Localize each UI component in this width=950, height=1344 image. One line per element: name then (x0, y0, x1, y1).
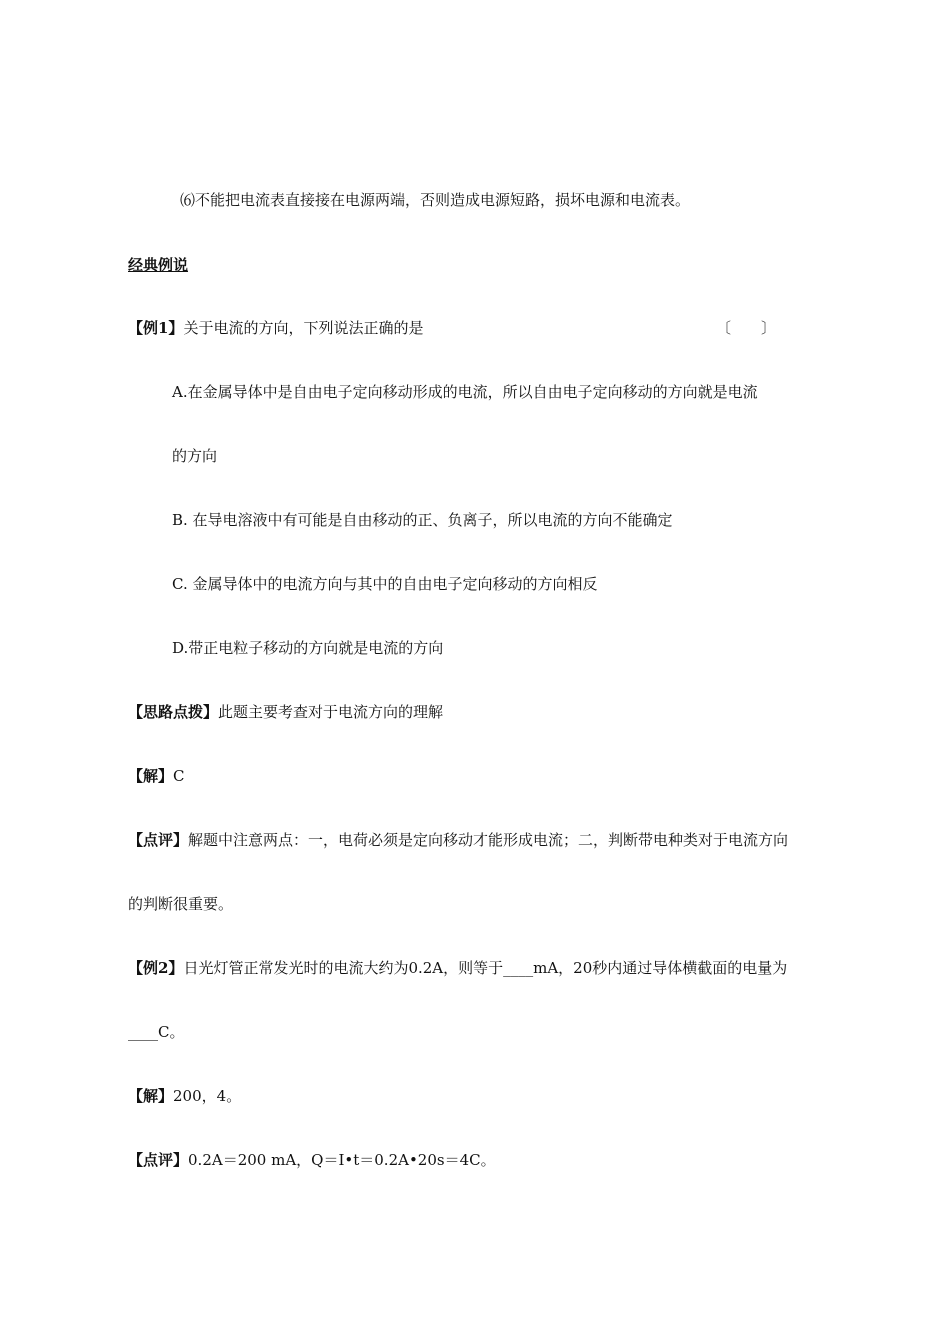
example2-answer-label: 【解】 (128, 1087, 174, 1105)
option-a-line1: A.在金属导体中是自由电子定向移动形成的电流，所以自由电子定向移动的方向就是电流 (172, 383, 758, 401)
example1-comment-line2: 的判断很重要。 (128, 895, 234, 913)
comment-text: 解题中注意两点：一，电荷必须是定向移动才能形成电流；二，判断带电种类对于电流方向 (188, 831, 789, 849)
example2-question-line1 (128, 958, 787, 978)
note-6: ⑹不能把电流表直接接在电源两端，否则造成电源短路，损坏电源和电流表。 (180, 191, 691, 209)
example2-question-line2: ____C。 (128, 1023, 185, 1041)
option-b: B. 在导电溶液中有可能是自由移动的正、负离子，所以电流的方向不能确定 (172, 511, 673, 529)
answer-text: C (173, 767, 185, 785)
example2-comment-label: 【点评】 (128, 1151, 189, 1169)
option-d: D.带正电粒子移动的方向就是电流的方向 (172, 639, 444, 657)
example2-comment-text: 0.2A＝200 mA，Q＝I•t＝0.2A•20s＝4C。 (188, 1151, 496, 1169)
example2-label: 【例2】 (128, 959, 184, 977)
answer-label: 【解】 (128, 767, 174, 785)
example2-answer-text: 200，4。 (173, 1087, 242, 1105)
example1-hint (128, 702, 443, 722)
option-a-line2: 的方向 (172, 447, 218, 465)
example1-question-text: 关于电流的方向，下列说法正确的是 (183, 319, 424, 337)
comment-label: 【点评】 (128, 831, 189, 849)
example1-question (128, 318, 423, 338)
example2-comment (128, 1150, 496, 1170)
option-c: C. 金属导体中的电流方向与其中的自由电子定向移动的方向相反 (172, 575, 598, 593)
example1-comment-line1 (128, 830, 788, 850)
example1-label: 【例1】 (128, 319, 184, 337)
example1-answer (128, 766, 185, 786)
answer-bracket: 〔 〕 (716, 319, 777, 337)
example2-question-text: 日光灯管正常发光时的电流大约为0.2A，则等于____mA，20秒内通过导体横截面的电量为 (183, 959, 788, 977)
hint-label: 【思路点拨】 (128, 703, 219, 721)
hint-text: 此题主要考查对于电流方向的理解 (218, 703, 444, 721)
example2-answer (128, 1086, 241, 1106)
section-title: 经典例说 (128, 256, 189, 274)
